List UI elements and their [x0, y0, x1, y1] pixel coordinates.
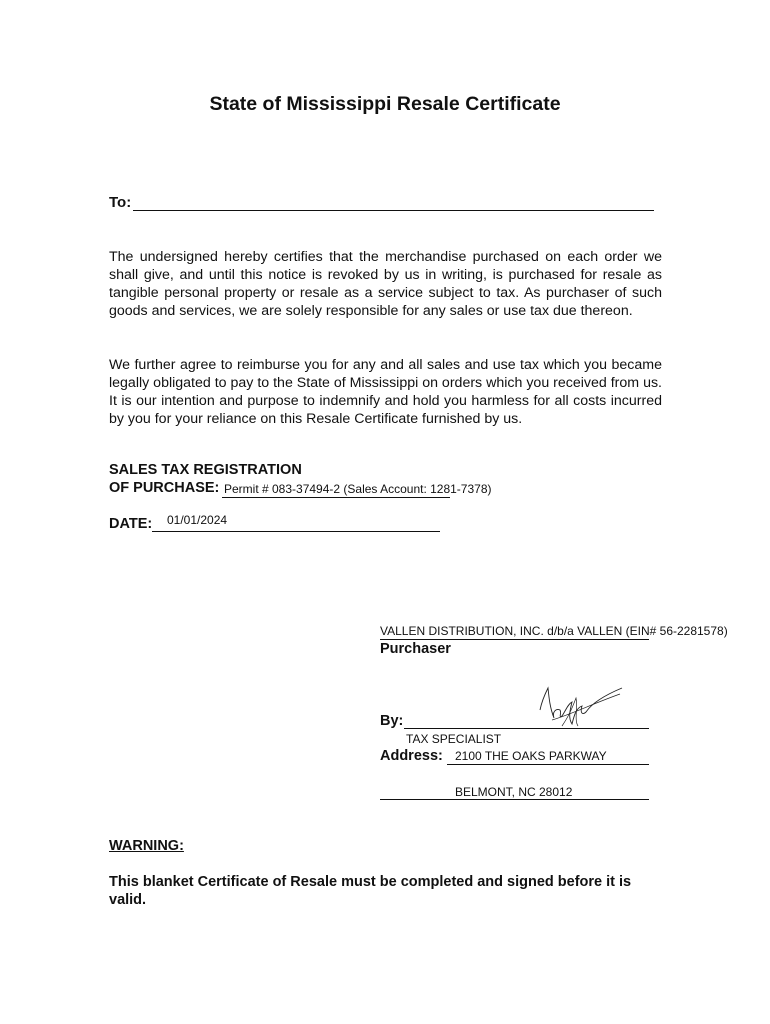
address-line2: BELMONT, NC 28012: [455, 785, 573, 799]
by-label: By:: [380, 713, 404, 729]
signer-title: TAX SPECIALIST: [406, 732, 502, 746]
address-line2-rule: [380, 799, 649, 800]
purchaser-label: Purchaser: [380, 641, 451, 657]
purchaser-name: VALLEN DISTRIBUTION, INC. d/b/a VALLEN (EIN# 56-2281578): [380, 624, 728, 638]
to-field-line: [133, 210, 654, 211]
address-line1: 2100 THE OAKS PARKWAY: [455, 749, 607, 763]
registration-field-line: [222, 497, 450, 498]
signature-field-line: [404, 728, 649, 729]
warning-text: This blanket Certificate of Resale must be completed and signed before it is valid.: [109, 874, 632, 908]
purchaser-field-line: [380, 639, 649, 640]
registration-label-line2: OF PURCHASE:: [109, 480, 220, 496]
signature: [532, 680, 624, 732]
registration-value: Permit # 083-37494-2 (Sales Account: 1281-7378): [224, 482, 492, 496]
address-line1-rule: [447, 764, 649, 765]
indemnity-paragraph: We further agree to reimburse you for any and all sales and use tax which you became legally obligated to pay to the State of Mississippi on orders which you received from us. It is our intention and purpose to indemnify and hold you harmless for all costs incurred by you for your reliance on this Resale Certificate furnished by us.: [109, 357, 662, 427]
address-label: Address:: [380, 748, 443, 764]
date-label: DATE:: [109, 516, 153, 532]
date-field-line: [152, 531, 440, 532]
date-value: 01/01/2024: [167, 513, 228, 527]
warning-heading: WARNING:: [109, 838, 184, 854]
certification-paragraph: The undersigned hereby certifies that the merchandise purchased on each order we shall give, and until this notice is revoked by us in writing, is purchased for resale as tangible personal property or resale as a service subject to tax. As purchaser of such goods and services, we are solely responsible for any sales or use tax due thereon.: [109, 249, 662, 319]
registration-label-line1: SALES TAX REGISTRATION: [109, 462, 302, 478]
to-label: To:: [109, 194, 132, 211]
document-title: State of Mississippi Resale Certificate: [209, 93, 561, 115]
